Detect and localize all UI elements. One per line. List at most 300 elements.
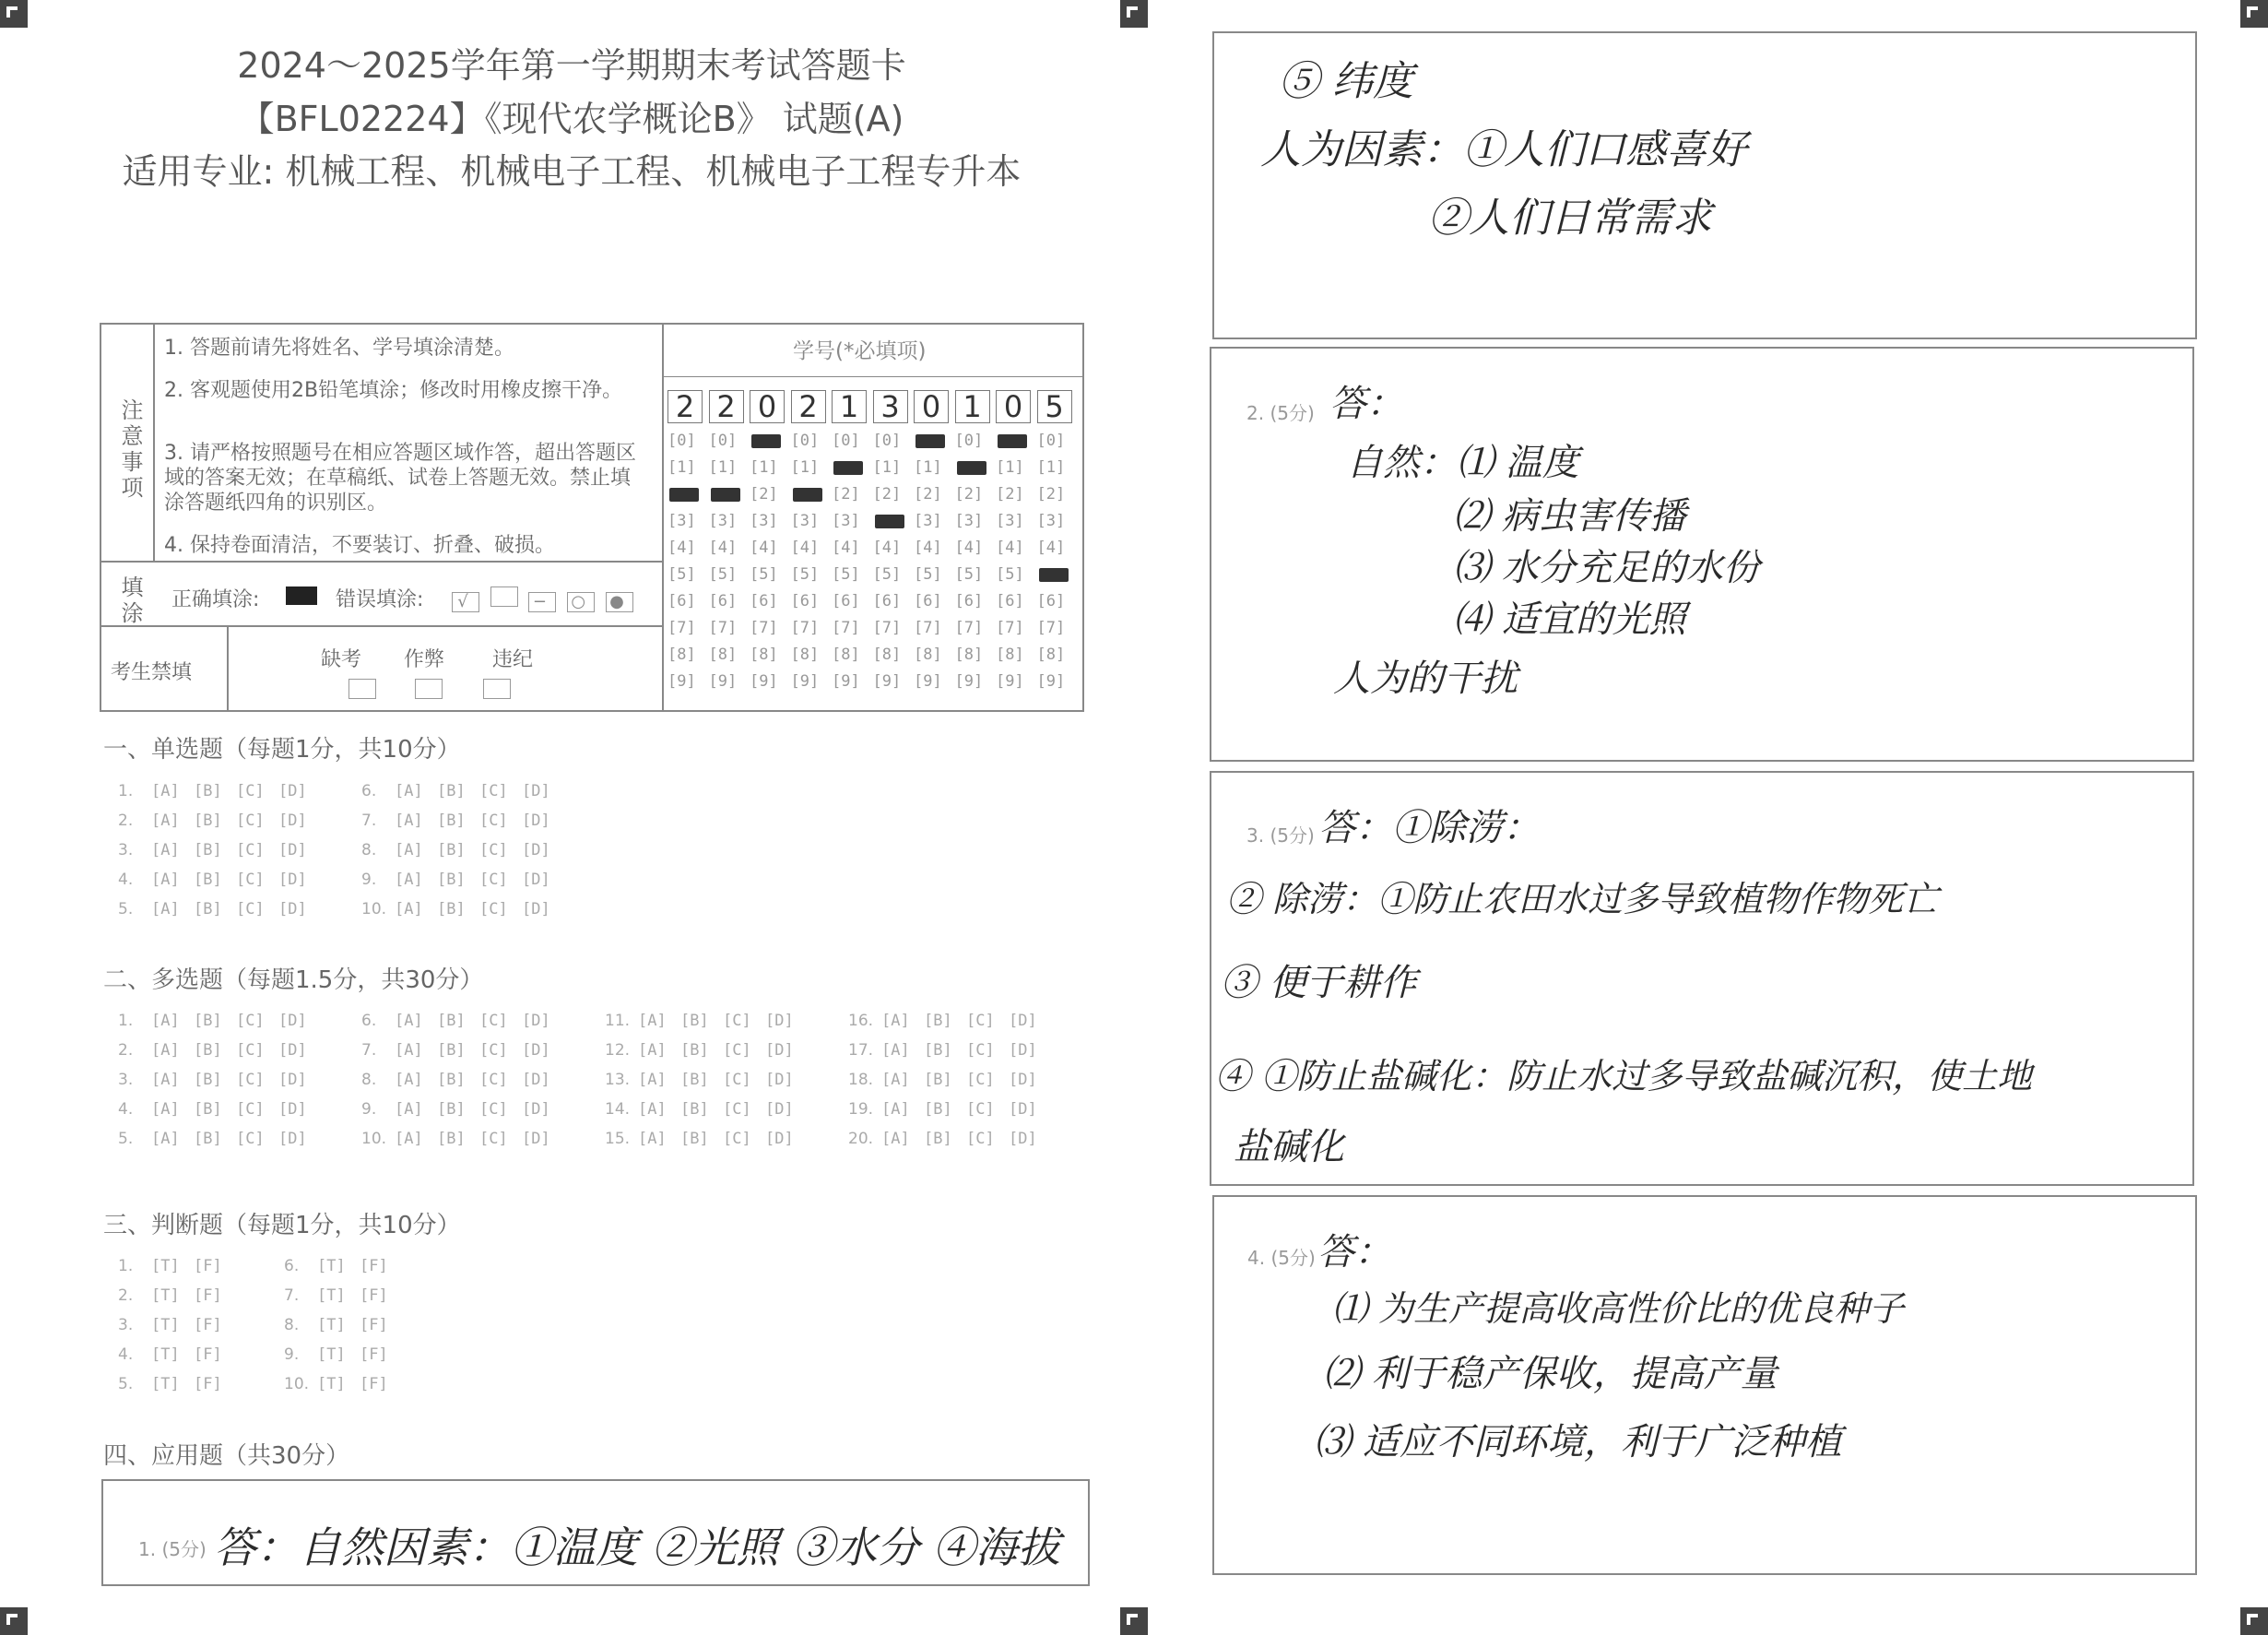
answer-bubble[interactable]: [D] bbox=[522, 812, 550, 830]
answer-bubble[interactable]: [C] bbox=[966, 1041, 995, 1060]
answer-bubble[interactable]: [C] bbox=[966, 1071, 995, 1089]
violation-checkbox[interactable] bbox=[483, 679, 511, 699]
answer-bubble[interactable]: [D] bbox=[278, 900, 307, 918]
question-number: 10. bbox=[284, 1375, 310, 1393]
answer-bubble[interactable]: [B] bbox=[437, 782, 466, 800]
student-id-bubble[interactable]: [3] bbox=[750, 512, 778, 530]
answer-bubble[interactable]: [D] bbox=[522, 841, 550, 859]
student-id-bubble[interactable]: [7] bbox=[1036, 619, 1066, 637]
answer-bubble[interactable]: [C] bbox=[723, 1071, 751, 1089]
student-id-bubble[interactable]: [1] bbox=[1036, 458, 1066, 477]
answer-bubble[interactable]: [F] bbox=[360, 1286, 388, 1305]
corner-marker-bottom-left bbox=[0, 1607, 28, 1635]
answer-bubble[interactable]: [A] bbox=[151, 1100, 180, 1119]
student-id-bubble[interactable]: [6] bbox=[832, 592, 860, 610]
answer-bubble[interactable]: [A] bbox=[151, 1012, 180, 1030]
answer-bubble[interactable]: [T] bbox=[151, 1257, 180, 1275]
answer-bubble[interactable]: [C] bbox=[479, 841, 508, 859]
student-id-bubble[interactable]: [0] bbox=[708, 432, 738, 450]
student-id-bubble[interactable]: [8] bbox=[708, 646, 738, 664]
student-id-bubble-filled[interactable] bbox=[1039, 568, 1069, 582]
student-id-bubble-filled[interactable] bbox=[998, 434, 1027, 448]
fill-label: 填涂 bbox=[117, 575, 143, 627]
answer-bubble[interactable]: [D] bbox=[522, 1071, 550, 1089]
answer-bubble[interactable]: [C] bbox=[479, 1100, 508, 1119]
student-id-bubble[interactable]: [5] bbox=[708, 565, 738, 584]
answer-bubble[interactable]: [F] bbox=[194, 1257, 222, 1275]
answer-bubble[interactable]: [T] bbox=[151, 1286, 180, 1305]
student-id-bubble[interactable]: [7] bbox=[750, 619, 778, 637]
answer-bubble[interactable]: [B] bbox=[437, 900, 466, 918]
question-number: 2. bbox=[118, 1041, 134, 1060]
answer-bubble[interactable]: [C] bbox=[479, 782, 508, 800]
student-id-bubble[interactable]: [0] bbox=[667, 432, 696, 450]
answer-bubble[interactable]: [B] bbox=[680, 1071, 709, 1089]
student-id-bubble[interactable]: [9] bbox=[996, 672, 1024, 691]
corner-marker-top-mid bbox=[1120, 0, 1148, 28]
student-id-bubble[interactable]: [4] bbox=[872, 539, 902, 557]
q2-line-3: ⑵ 病虫害传播 bbox=[1453, 495, 1686, 538]
student-id-bubble[interactable]: [6] bbox=[790, 592, 820, 610]
answer-bubble[interactable]: [C] bbox=[479, 1071, 508, 1089]
answer-bubble[interactable]: [A] bbox=[638, 1071, 667, 1089]
answer-bubble[interactable]: [D] bbox=[1009, 1130, 1037, 1148]
answer-bubble[interactable]: [A] bbox=[395, 871, 423, 889]
student-id-digit: 0 bbox=[750, 390, 785, 423]
question-number: 5. bbox=[118, 1375, 134, 1393]
answer-bubble[interactable]: [D] bbox=[278, 871, 307, 889]
question-number: 20. bbox=[848, 1130, 874, 1148]
q2-line-2: 自然：⑴ 温度 bbox=[1346, 442, 1579, 484]
answer-bubble[interactable]: [A] bbox=[395, 1100, 423, 1119]
note-3: 3. 请严格按照题号在相应答题区域作答，超出答题区域的答案无效；在草稿纸、试卷上答题无效。禁止填涂答题纸四角的识别区。 bbox=[164, 442, 636, 515]
student-id-bubble[interactable]: [6] bbox=[872, 592, 902, 610]
answer-bubble[interactable]: [A] bbox=[151, 1071, 180, 1089]
answer-bubble[interactable]: [C] bbox=[479, 871, 508, 889]
correct-fill-sample bbox=[286, 586, 317, 605]
student-id-bubble[interactable]: [8] bbox=[750, 646, 778, 664]
student-id-bubble[interactable]: [0] bbox=[1036, 432, 1066, 450]
student-id-bubble[interactable]: [5] bbox=[790, 565, 820, 584]
student-id-bubble[interactable]: [7] bbox=[872, 619, 902, 637]
answer-bubble[interactable]: [A] bbox=[638, 1041, 667, 1060]
answer-bubble[interactable]: [A] bbox=[395, 782, 423, 800]
student-id-bubble-filled[interactable] bbox=[669, 488, 699, 502]
answer-bubble[interactable]: [A] bbox=[151, 900, 180, 918]
answer-bubble[interactable]: [B] bbox=[924, 1100, 952, 1119]
student-id-bubble[interactable]: [2] bbox=[1036, 485, 1066, 504]
student-id-bubble[interactable]: [8] bbox=[914, 646, 942, 664]
answer-bubble[interactable]: [B] bbox=[924, 1071, 952, 1089]
q2-line-5: ⑷ 适宜的光照 bbox=[1453, 598, 1686, 641]
corner-marker-bottom-mid bbox=[1120, 1607, 1148, 1635]
student-id-bubble-filled[interactable] bbox=[793, 488, 822, 502]
student-id-bubble[interactable]: [5] bbox=[667, 565, 696, 584]
note-4: 4. 保持卷面清洁，不要装订、折叠、破损。 bbox=[164, 534, 555, 557]
student-id-bubble[interactable]: [2] bbox=[872, 485, 902, 504]
q2-line-4: ⑶ 水分充足的水份 bbox=[1453, 547, 1760, 589]
q1b-line-3: ②人们日常需求 bbox=[1428, 195, 1712, 242]
answer-bubble[interactable]: [B] bbox=[680, 1100, 709, 1119]
answer-bubble[interactable]: [A] bbox=[881, 1071, 910, 1089]
answer-bubble[interactable]: [A] bbox=[881, 1041, 910, 1060]
answer-bubble[interactable]: [T] bbox=[317, 1375, 346, 1393]
student-id-bubble[interactable]: [5] bbox=[872, 565, 902, 584]
student-id-bubble[interactable]: [8] bbox=[996, 646, 1024, 664]
answer-bubble[interactable]: [D] bbox=[1009, 1100, 1037, 1119]
student-id-bubble[interactable]: [7] bbox=[954, 619, 984, 637]
question-number: 10. bbox=[361, 900, 387, 918]
answer-bubble[interactable]: [A] bbox=[151, 1041, 180, 1060]
answer-bubble[interactable]: [A] bbox=[638, 1012, 667, 1030]
student-id-bubble[interactable]: [3] bbox=[1036, 512, 1066, 530]
student-id-bubble[interactable]: [8] bbox=[667, 646, 696, 664]
answer-bubble[interactable]: [B] bbox=[437, 871, 466, 889]
student-id-bubble[interactable]: [4] bbox=[790, 539, 820, 557]
student-id-bubble[interactable]: [8] bbox=[790, 646, 820, 664]
absent-checkbox[interactable] bbox=[348, 679, 376, 699]
answer-bubble[interactable]: [C] bbox=[723, 1041, 751, 1060]
answer-bubble[interactable]: [C] bbox=[479, 1130, 508, 1148]
student-id-bubble[interactable]: [8] bbox=[1036, 646, 1066, 664]
answer-bubble[interactable]: [D] bbox=[1009, 1041, 1037, 1060]
answer-bubble[interactable]: [F] bbox=[360, 1316, 388, 1334]
answer-bubble[interactable]: [C] bbox=[236, 841, 265, 859]
student-id-bubble[interactable]: [8] bbox=[954, 646, 984, 664]
q3-label: 3. (5分) bbox=[1246, 824, 1315, 847]
student-id-bubble[interactable]: [8] bbox=[872, 646, 902, 664]
student-id-bubble-filled[interactable] bbox=[915, 434, 945, 448]
student-id-bubble[interactable]: [7] bbox=[790, 619, 820, 637]
student-id-bubble[interactable]: [6] bbox=[954, 592, 984, 610]
answer-bubble[interactable]: [C] bbox=[236, 900, 265, 918]
answer-bubble[interactable]: [F] bbox=[360, 1345, 388, 1364]
answer-bubble[interactable]: [D] bbox=[765, 1130, 794, 1148]
answer-bubble[interactable]: [C] bbox=[966, 1130, 995, 1148]
student-id-bubble[interactable]: [1] bbox=[708, 458, 738, 477]
answer-bubble[interactable]: [B] bbox=[194, 812, 222, 830]
answer-bubble[interactable]: [C] bbox=[723, 1100, 751, 1119]
question-number: 7. bbox=[361, 1041, 377, 1060]
answer-bubble[interactable]: [F] bbox=[360, 1375, 388, 1393]
answer-bubble[interactable]: [A] bbox=[881, 1130, 910, 1148]
student-id-bubble[interactable]: [1] bbox=[790, 458, 820, 477]
student-id-bubble[interactable]: [0] bbox=[954, 432, 984, 450]
student-id-bubble[interactable]: [1] bbox=[872, 458, 902, 477]
student-id-bubble[interactable]: [1] bbox=[750, 458, 778, 477]
answer-bubble[interactable]: [B] bbox=[194, 841, 222, 859]
answer-bubble[interactable]: [A] bbox=[151, 1130, 180, 1148]
student-id-bubble[interactable]: [5] bbox=[832, 565, 860, 584]
answer-bubble[interactable]: [B] bbox=[924, 1041, 952, 1060]
student-id-bubble[interactable]: [4] bbox=[832, 539, 860, 557]
answer-bubble[interactable]: [C] bbox=[236, 782, 265, 800]
student-id-bubble[interactable]: [3] bbox=[914, 512, 942, 530]
answer-bubble[interactable]: [C] bbox=[236, 1130, 265, 1148]
student-id-bubble[interactable]: [2] bbox=[832, 485, 860, 504]
student-id-bubble[interactable]: [8] bbox=[832, 646, 860, 664]
answer-bubble[interactable]: [C] bbox=[723, 1130, 751, 1148]
student-id-digit: 5 bbox=[1037, 390, 1072, 423]
student-id-bubble[interactable]: [2] bbox=[954, 485, 984, 504]
student-id-bubble-filled[interactable] bbox=[875, 515, 904, 528]
student-id-bubble[interactable]: [9] bbox=[790, 672, 820, 691]
answer-bubble[interactable]: [D] bbox=[522, 1012, 550, 1030]
answer-bubble[interactable]: [B] bbox=[437, 1130, 466, 1148]
answer-bubble[interactable]: [D] bbox=[765, 1100, 794, 1119]
student-id-bubble[interactable]: [3] bbox=[996, 512, 1024, 530]
answer-bubble[interactable]: [D] bbox=[522, 1100, 550, 1119]
student-id-bubble[interactable]: [7] bbox=[914, 619, 942, 637]
course-title: 【BFL02224】《现代农学概论B》 试题(A) bbox=[239, 99, 904, 139]
answer-bubble[interactable]: [D] bbox=[278, 1012, 307, 1030]
corner-marker-top-left bbox=[0, 0, 28, 28]
answer-bubble[interactable]: [A] bbox=[395, 841, 423, 859]
answer-bubble[interactable]: [B] bbox=[194, 1041, 222, 1060]
student-id-bubble[interactable]: [6] bbox=[750, 592, 778, 610]
answer-bubble[interactable]: [B] bbox=[194, 1071, 222, 1089]
student-id-bubble[interactable]: [3] bbox=[954, 512, 984, 530]
answer-bubble[interactable]: [A] bbox=[881, 1100, 910, 1119]
student-id-digit: 2 bbox=[709, 390, 744, 423]
student-id-digit: 0 bbox=[996, 390, 1031, 423]
answer-bubble[interactable]: [B] bbox=[924, 1012, 952, 1030]
answer-bubble[interactable]: [F] bbox=[194, 1316, 222, 1334]
student-id-bubble[interactable]: [4] bbox=[914, 539, 942, 557]
answer-bubble[interactable]: [T] bbox=[151, 1316, 180, 1334]
student-id-bubble-filled[interactable] bbox=[751, 434, 781, 448]
answer-bubble[interactable]: [B] bbox=[194, 871, 222, 889]
student-id-bubble[interactable]: [9] bbox=[1036, 672, 1066, 691]
question-number: 7. bbox=[284, 1286, 300, 1305]
note-2: 2. 客观题使用2B铅笔填涂；修改时用橡皮擦干净。 bbox=[164, 379, 623, 402]
student-id-bubble[interactable]: [6] bbox=[667, 592, 696, 610]
answer-bubble[interactable]: [B] bbox=[194, 1130, 222, 1148]
answer-box-q4 bbox=[1212, 1195, 2197, 1575]
forbidden-label: 考生禁填 bbox=[111, 661, 193, 684]
answer-bubble[interactable]: [C] bbox=[236, 1100, 265, 1119]
student-id-bubble[interactable]: [7] bbox=[996, 619, 1024, 637]
answer-bubble[interactable]: [D] bbox=[765, 1041, 794, 1060]
student-id-bubble[interactable]: [0] bbox=[872, 432, 902, 450]
student-id-bubble[interactable]: [5] bbox=[750, 565, 778, 584]
answer-bubble[interactable]: [D] bbox=[522, 871, 550, 889]
answer-bubble[interactable]: [B] bbox=[680, 1041, 709, 1060]
student-id-bubble-filled[interactable] bbox=[957, 461, 986, 475]
question-number: 3. bbox=[118, 1316, 134, 1334]
student-id-bubble[interactable]: [3] bbox=[708, 512, 738, 530]
student-id-digit: 1 bbox=[955, 390, 990, 423]
student-id-bubble[interactable]: [2] bbox=[750, 485, 778, 504]
majors-line: 适用专业: 机械工程、机械电子工程、机械电子工程专升本 bbox=[122, 151, 1022, 192]
student-id-bubble[interactable]: [9] bbox=[667, 672, 696, 691]
answer-bubble[interactable]: [A] bbox=[638, 1130, 667, 1148]
student-id-bubble[interactable]: [4] bbox=[750, 539, 778, 557]
answer-bubble[interactable]: [B] bbox=[680, 1012, 709, 1030]
student-id-bubble[interactable]: [9] bbox=[954, 672, 984, 691]
answer-bubble[interactable]: [T] bbox=[317, 1345, 346, 1364]
student-id-bubble[interactable]: [2] bbox=[996, 485, 1024, 504]
question-number: 5. bbox=[118, 900, 134, 918]
answer-bubble[interactable]: [C] bbox=[966, 1012, 995, 1030]
q1-answer: 答：自然因素：①温度 ②光照 ③水分 ④海拔 bbox=[214, 1522, 1060, 1572]
answer-bubble[interactable]: [B] bbox=[194, 1100, 222, 1119]
question-number: 1. bbox=[118, 1257, 134, 1275]
student-id-bubble[interactable]: [4] bbox=[1036, 539, 1066, 557]
q3-line-1: 答：①除涝： bbox=[1318, 807, 1540, 849]
answer-box-q1 bbox=[101, 1479, 1090, 1586]
answer-bubble[interactable]: [C] bbox=[236, 812, 265, 830]
answer-bubble[interactable]: [A] bbox=[881, 1012, 910, 1030]
student-id-bubble[interactable]: [5] bbox=[954, 565, 984, 584]
answer-bubble[interactable]: [D] bbox=[522, 1041, 550, 1060]
answer-bubble[interactable]: [D] bbox=[522, 782, 550, 800]
student-id-bubble[interactable]: [9] bbox=[708, 672, 738, 691]
student-id-digit: 0 bbox=[914, 390, 949, 423]
answer-bubble[interactable]: [B] bbox=[437, 1012, 466, 1030]
student-id-bubble[interactable]: [0] bbox=[832, 432, 860, 450]
answer-bubble[interactable]: [C] bbox=[236, 1041, 265, 1060]
student-id-bubble[interactable]: [6] bbox=[996, 592, 1024, 610]
student-id-bubble[interactable]: [4] bbox=[954, 539, 984, 557]
answer-bubble[interactable]: [D] bbox=[522, 900, 550, 918]
answer-bubble[interactable]: [D] bbox=[278, 812, 307, 830]
question-number: 6. bbox=[361, 782, 377, 800]
answer-bubble[interactable]: [D] bbox=[278, 1071, 307, 1089]
q3-line-5: 盐碱化 bbox=[1234, 1126, 1344, 1168]
answer-bubble[interactable]: [B] bbox=[680, 1130, 709, 1148]
question-number: 9. bbox=[284, 1345, 300, 1364]
answer-bubble[interactable]: [T] bbox=[151, 1345, 180, 1364]
student-id-bubble[interactable]: [4] bbox=[996, 539, 1024, 557]
answer-bubble[interactable]: [B] bbox=[437, 841, 466, 859]
answer-bubble[interactable]: [D] bbox=[522, 1130, 550, 1148]
answer-bubble[interactable]: [F] bbox=[194, 1286, 222, 1305]
answer-bubble[interactable]: [D] bbox=[278, 841, 307, 859]
answer-bubble[interactable]: [A] bbox=[151, 841, 180, 859]
student-id-bubble[interactable]: [9] bbox=[832, 672, 860, 691]
student-id-bubble[interactable]: [3] bbox=[832, 512, 860, 530]
answer-bubble[interactable]: [C] bbox=[479, 1041, 508, 1060]
question-number: 10. bbox=[361, 1130, 387, 1148]
answer-bubble[interactable]: [F] bbox=[194, 1375, 222, 1393]
student-id-bubble[interactable]: [5] bbox=[996, 565, 1024, 584]
answer-bubble[interactable]: [D] bbox=[765, 1012, 794, 1030]
student-id-bubble[interactable]: [4] bbox=[708, 539, 738, 557]
answer-bubble[interactable]: [B] bbox=[437, 1100, 466, 1119]
student-id-bubble[interactable]: [4] bbox=[667, 539, 696, 557]
student-id-bubble-filled[interactable] bbox=[833, 461, 863, 475]
answer-bubble[interactable]: [A] bbox=[395, 900, 423, 918]
question-number: 11. bbox=[605, 1012, 631, 1030]
answer-bubble[interactable]: [A] bbox=[151, 782, 180, 800]
student-id-bubble[interactable]: [3] bbox=[667, 512, 696, 530]
answer-bubble[interactable]: [B] bbox=[194, 1012, 222, 1030]
answer-bubble[interactable]: [D] bbox=[278, 1041, 307, 1060]
answer-bubble[interactable]: [C] bbox=[479, 900, 508, 918]
question-number: 16. bbox=[848, 1012, 874, 1030]
answer-bubble[interactable]: [T] bbox=[317, 1286, 346, 1305]
answer-bubble[interactable]: [A] bbox=[151, 871, 180, 889]
answer-bubble[interactable]: [F] bbox=[360, 1257, 388, 1275]
student-id-bubble[interactable]: [6] bbox=[914, 592, 942, 610]
wrong-fill-label: 错误填涂: bbox=[336, 588, 424, 611]
answer-bubble[interactable]: [C] bbox=[236, 1071, 265, 1089]
q1b-line-2: 人为因素：①人们口感喜好 bbox=[1260, 126, 1747, 173]
answer-bubble[interactable]: [T] bbox=[317, 1257, 346, 1275]
answer-bubble[interactable]: [A] bbox=[395, 812, 423, 830]
answer-bubble[interactable]: [B] bbox=[194, 900, 222, 918]
answer-bubble[interactable]: [A] bbox=[151, 812, 180, 830]
answer-bubble[interactable]: [C] bbox=[479, 812, 508, 830]
question-number: 2. bbox=[118, 1286, 134, 1305]
answer-bubble[interactable]: [D] bbox=[1009, 1012, 1037, 1030]
answer-bubble[interactable]: [B] bbox=[437, 812, 466, 830]
answer-bubble[interactable]: [B] bbox=[437, 1041, 466, 1060]
q4-line-2: ⑴ 为生产提高收高性价比的优良种子 bbox=[1332, 1288, 1905, 1329]
question-number: 4. bbox=[118, 871, 134, 889]
cheat-checkbox[interactable] bbox=[415, 679, 443, 699]
answer-bubble[interactable]: [A] bbox=[395, 1130, 423, 1148]
student-id-bubble[interactable]: [1] bbox=[667, 458, 696, 477]
section-multi-choice: 二、多选题（每题1.5分，共30分） bbox=[103, 966, 484, 994]
question-number: 17. bbox=[848, 1041, 874, 1060]
student-id-bubble[interactable]: [1] bbox=[914, 458, 942, 477]
student-id-bubble[interactable]: [5] bbox=[914, 565, 942, 584]
answer-bubble[interactable]: [A] bbox=[395, 1012, 423, 1030]
answer-bubble[interactable]: [C] bbox=[479, 1012, 508, 1030]
student-id-bubble[interactable]: [6] bbox=[1036, 592, 1066, 610]
student-id-digit: 3 bbox=[873, 390, 908, 423]
student-id-bubble[interactable]: [7] bbox=[667, 619, 696, 637]
answer-bubble[interactable]: [D] bbox=[278, 1130, 307, 1148]
answer-bubble[interactable]: [D] bbox=[1009, 1071, 1037, 1089]
answer-bubble[interactable]: [C] bbox=[236, 1012, 265, 1030]
answer-bubble[interactable]: [C] bbox=[236, 871, 265, 889]
answer-box-q2 bbox=[1210, 347, 2194, 762]
answer-bubble[interactable]: [A] bbox=[395, 1071, 423, 1089]
answer-bubble[interactable]: [A] bbox=[638, 1100, 667, 1119]
answer-bubble[interactable]: [F] bbox=[194, 1345, 222, 1364]
answer-bubble[interactable]: [A] bbox=[395, 1041, 423, 1060]
student-id-bubble[interactable]: [2] bbox=[914, 485, 942, 504]
student-id-bubble[interactable]: [9] bbox=[914, 672, 942, 691]
question-number: 4. bbox=[118, 1345, 134, 1364]
answer-bubble[interactable]: [C] bbox=[966, 1100, 995, 1119]
student-id-bubble[interactable]: [3] bbox=[790, 512, 820, 530]
student-id-bubble[interactable]: [7] bbox=[708, 619, 738, 637]
exam-title: 2024～2025学年第一学期期末考试答题卡 bbox=[237, 45, 906, 86]
notice-label: 注意事项 bbox=[117, 398, 143, 502]
answer-bubble[interactable]: [D] bbox=[278, 1100, 307, 1119]
answer-bubble[interactable]: [T] bbox=[317, 1316, 346, 1334]
answer-bubble[interactable]: [C] bbox=[723, 1012, 751, 1030]
student-id-bubble[interactable]: [6] bbox=[708, 592, 738, 610]
answer-bubble[interactable]: [B] bbox=[194, 782, 222, 800]
student-id-bubble[interactable]: [7] bbox=[832, 619, 860, 637]
answer-bubble[interactable]: [B] bbox=[924, 1130, 952, 1148]
answer-bubble[interactable]: [T] bbox=[151, 1375, 180, 1393]
student-id-bubble-filled[interactable] bbox=[711, 488, 740, 502]
wrong-fill-samples: √ − ○ ● bbox=[452, 586, 633, 612]
answer-bubble[interactable]: [D] bbox=[765, 1071, 794, 1089]
answer-bubble[interactable]: [B] bbox=[437, 1071, 466, 1089]
student-id-bubble[interactable]: [9] bbox=[872, 672, 902, 691]
student-id-bubble[interactable]: [9] bbox=[750, 672, 778, 691]
answer-bubble[interactable]: [D] bbox=[278, 782, 307, 800]
student-id-bubble[interactable]: [0] bbox=[790, 432, 820, 450]
student-id-bubble[interactable]: [1] bbox=[996, 458, 1024, 477]
